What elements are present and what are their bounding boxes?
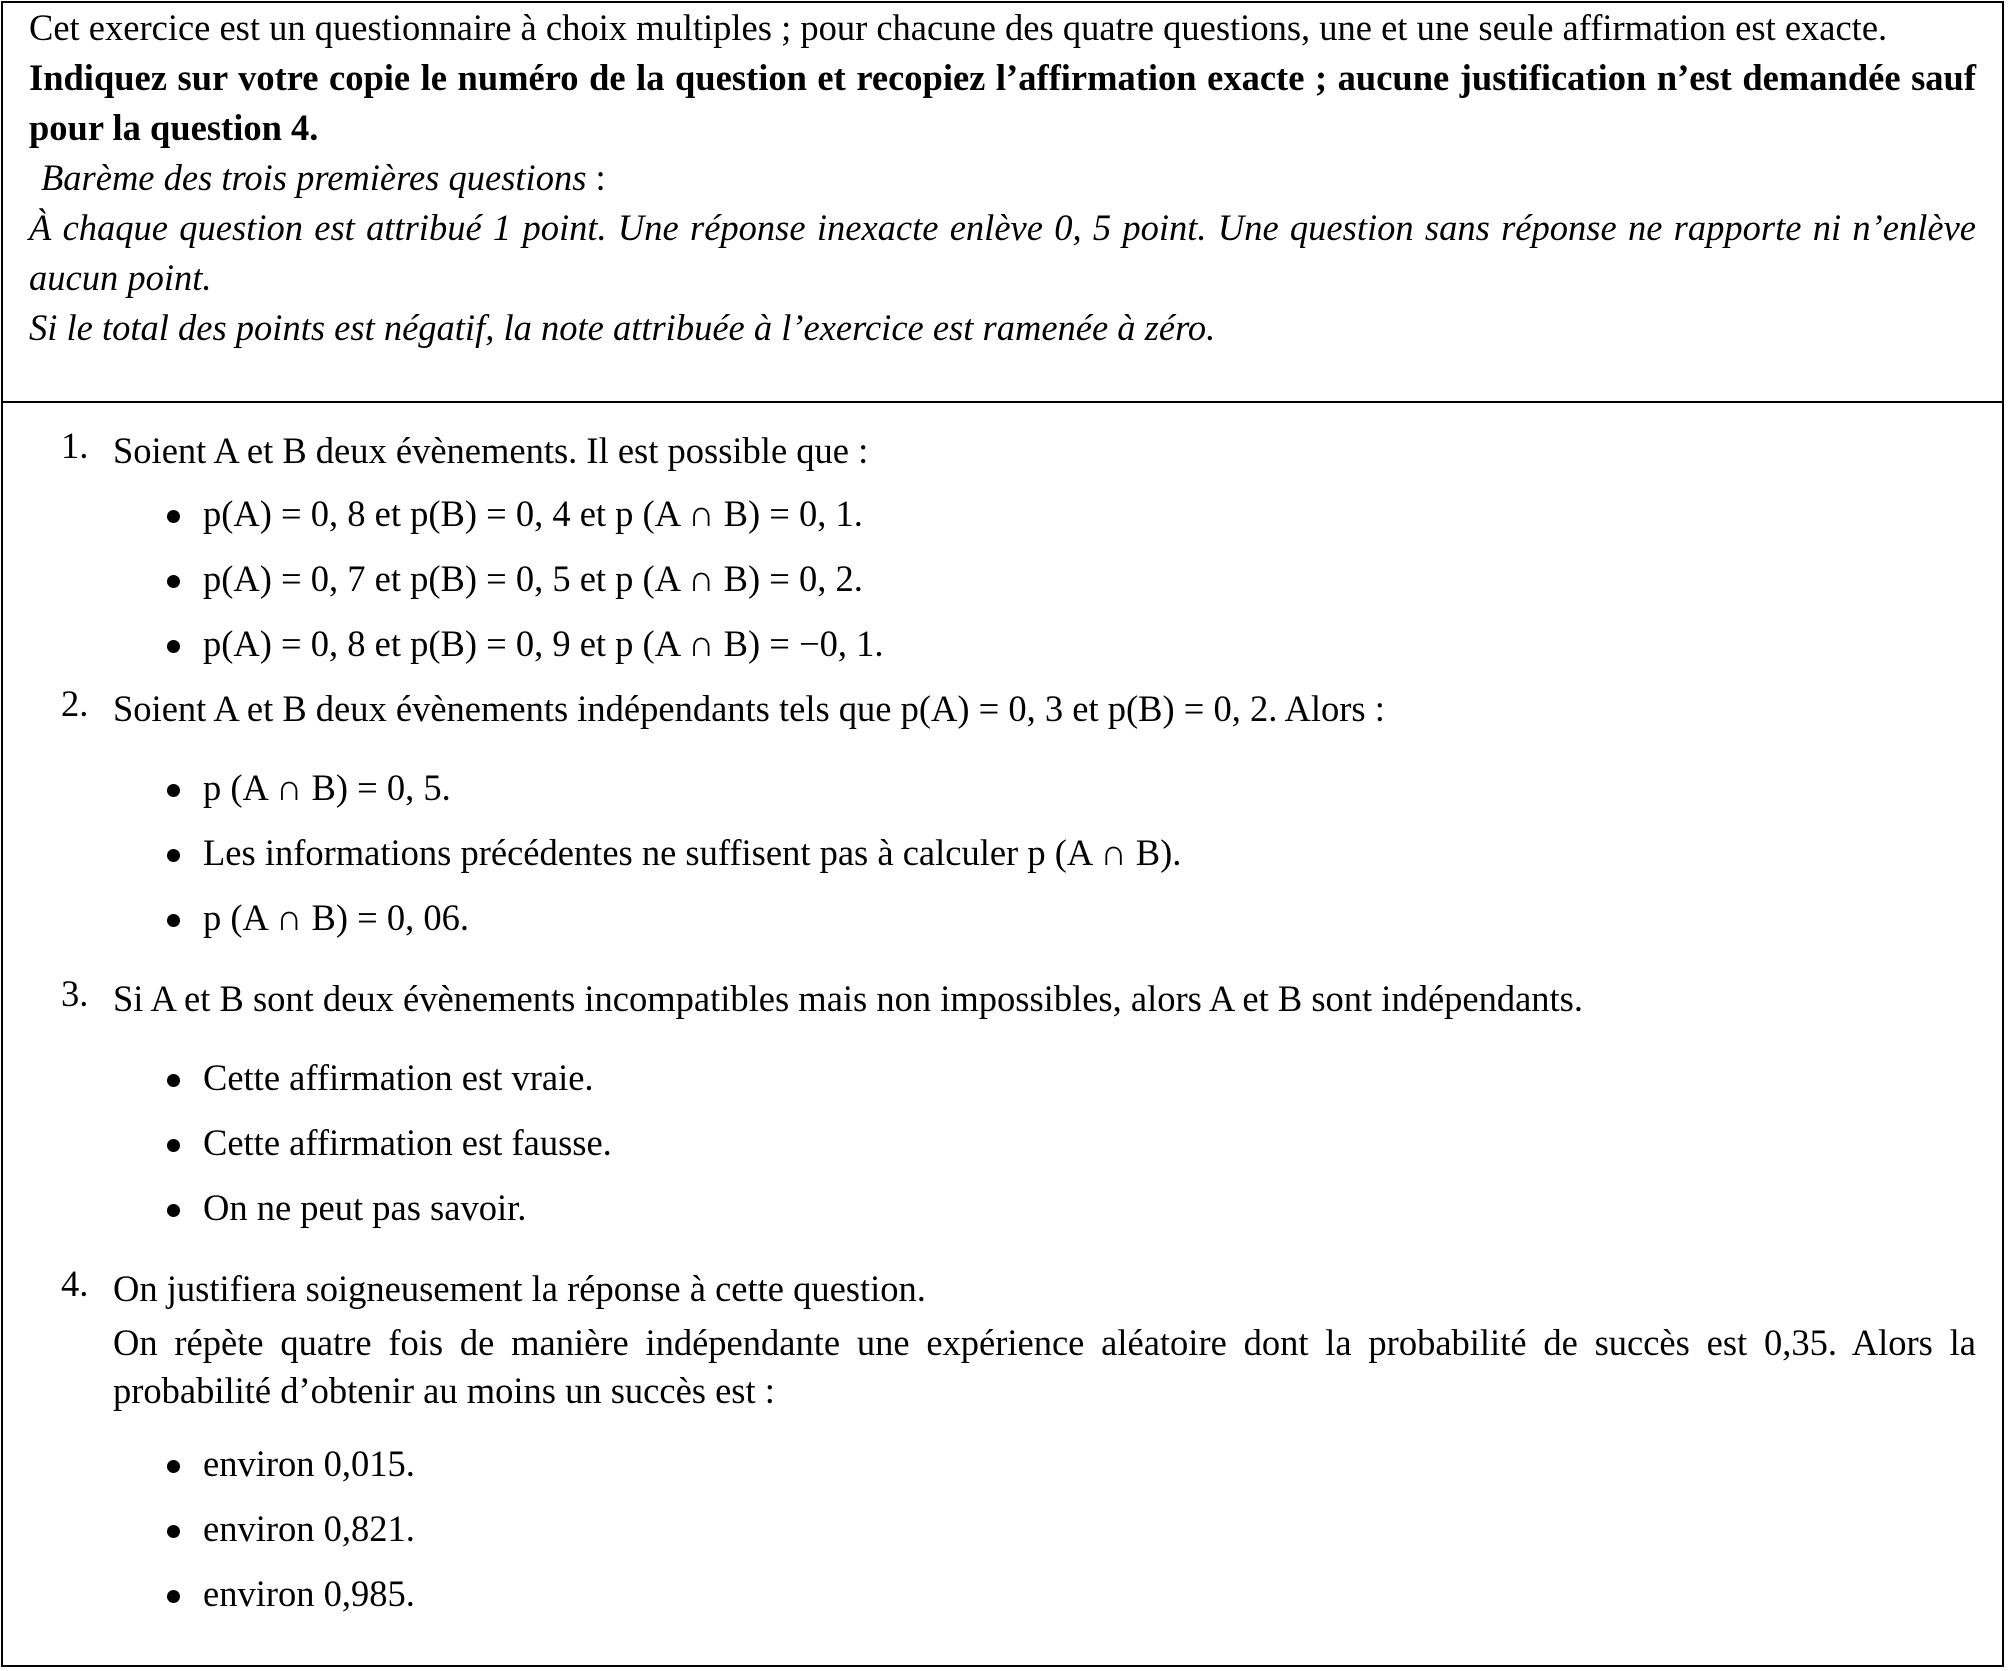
option-item: p (A ∩ B) = 0, 06. [113,885,1976,950]
option-item: Cette affirmation est vraie. [113,1045,1976,1110]
question-1 [61,421,1976,676]
option-list [113,481,1976,676]
question-3 [61,969,1976,1240]
question-text: On justifiera soigneusement la réponse à cette question. [113,1268,926,1309]
option-item: Cette affirmation est fausse. [113,1110,1976,1175]
option-item: p(A) = 0, 7 et p(B) = 0, 5 et p (A ∩ B) = 0, 2. [113,546,1976,611]
bareme-colon: : [586,157,606,198]
option-item: On ne peut pas savoir. [113,1175,1976,1240]
question-number: 2. [61,683,89,724]
question-4 [61,1259,1976,1626]
option-item: environ 0,015. [113,1431,1976,1496]
option-list [113,1431,1976,1626]
bareme-heading [29,153,1976,203]
question-subtext: On répète quatre fois de manière indépendante une expérience aléatoire dont la probabilité de succès est 0,35. Alors la probabilité d’obtenir au moins un succès est : [113,1322,1976,1411]
question-text: Soient A et B deux évènements. Il est possible que : [113,430,869,471]
option-list [113,755,1976,950]
bareme-rule-1: À chaque question est attribué 1 point. Une réponse inexacte enlève 0, 5 point. Une question sans réponse ne rapporte ni n’enlève aucun point. [29,207,1976,298]
option-item: environ 0,985. [113,1561,1976,1626]
question-number: 1. [61,425,89,466]
option-item: Les informations précédentes ne suffisent pas à calculer p (A ∩ B). [113,820,1976,885]
question-number: 4. [61,1263,89,1304]
exercise-intro [29,3,1976,353]
option-item: p(A) = 0, 8 et p(B) = 0, 4 et p (A ∩ B) = 0, 1. [113,481,1976,546]
option-item: p (A ∩ B) = 0, 5. [113,755,1976,820]
option-item: environ 0,821. [113,1496,1976,1561]
option-list [113,1045,1976,1240]
question-text: Soient A et B deux évènements indépendants tels que p(A) = 0, 3 et p(B) = 0, 2. Alors : [113,688,1385,729]
instruction-text: Indiquez sur votre copie le numéro de la question et recopiez l’affirmation exacte ; aucune justification n’est demandée sauf pour la question 4. [29,57,1976,148]
intro-text: Cet exercice est un questionnaire à choix multiples ; pour chacune des quatre questions, une et une seule affirmation est exacte. [29,7,1888,48]
divider [3,401,2002,403]
question-text: Si A et B sont deux évènements incompatibles mais non impossibles, alors A et B sont indépendants. [113,978,1584,1019]
question-number: 3. [61,973,89,1014]
question-2 [61,679,1976,950]
exercise-box [1,1,2004,1667]
option-item: p(A) = 0, 8 et p(B) = 0, 9 et p (A ∩ B) = −0, 1. [113,611,1976,676]
bareme-rule-2: Si le total des points est négatif, la note attribuée à l’exercice est ramenée à zéro. [29,307,1216,348]
bareme-title: Barème des trois premières questions [41,157,587,198]
